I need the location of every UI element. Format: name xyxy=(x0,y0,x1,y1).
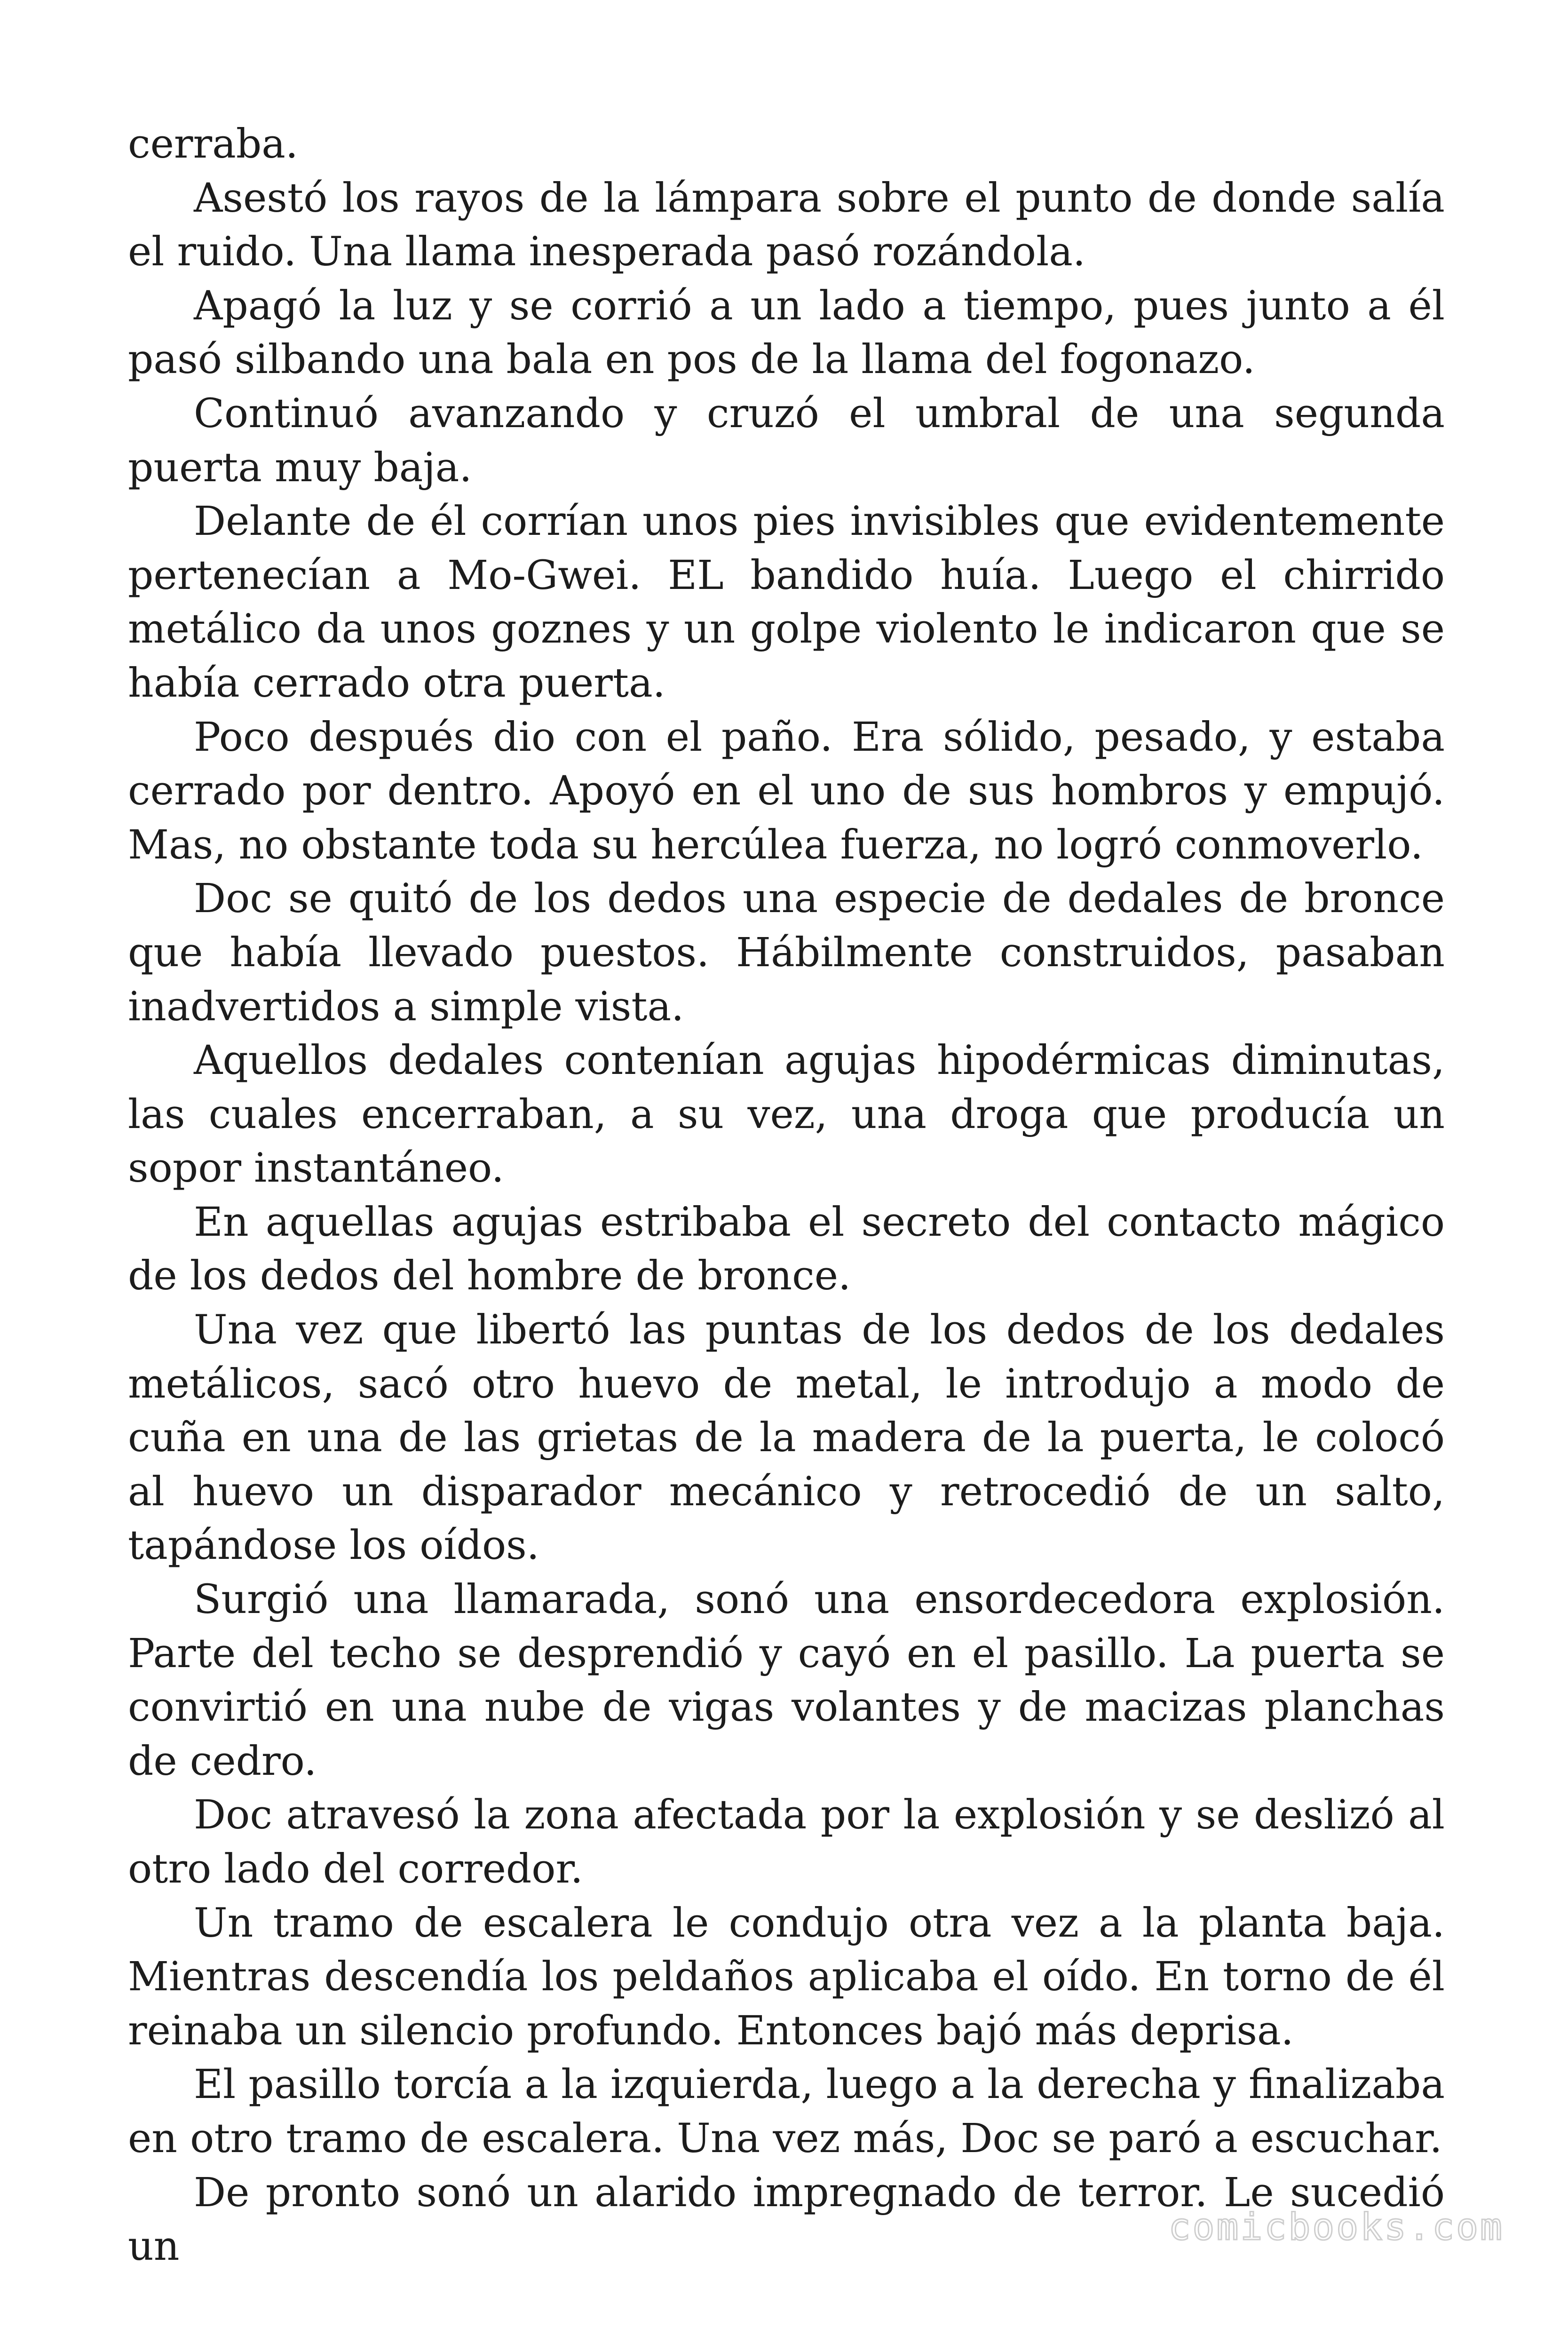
paragraph: Doc atravesó la zona afectada por la explosión y se deslizó al otro lado del corredor. xyxy=(128,1792,1445,1892)
paragraph: Continuó avanzando y cruzó el umbral de una segunda puerta muy baja. xyxy=(128,390,1445,491)
paragraph: En aquellas agujas estribaba el secreto del contacto mágico de los dedos del hombre de bronce. xyxy=(128,1199,1445,1300)
paragraph: Surgió una llamarada, sonó una ensordecedora explosión. Parte del techo se desprendió y cayó en el pasillo. La puerta se convirtió en una nube de vigas volantes y de macizas planchas de cedro. xyxy=(128,1576,1445,1785)
paragraph: Delante de él corrían unos pies invisibles que evidentemente pertenecían a Mo-Gwei. EL bandido huía. Luego el chirrido metálico da unos goznes y un golpe violento le indicaron que se había cerrado otra puerta. xyxy=(128,498,1445,707)
paragraph: De pronto sonó un alarido impregnado de terror. Le sucedió un xyxy=(128,2169,1445,2270)
paragraph: Apagó la luz y se corrió a un lado a tiempo, pues junto a él pasó silbando una bala en pos de la llama del fogonazo. xyxy=(128,282,1445,383)
paragraph: Un tramo de escalera le condujo otra vez a la planta baja. Mientras descendía los peldaños aplicaba el oído. En torno de él reinaba un silencio profundo. Entonces bajó más deprisa. xyxy=(128,1899,1445,2054)
paragraph: El pasillo torcía a la izquierda, luego a la derecha y finalizaba en otro tramo de escalera. Una vez más, Doc se paró a escuchar. xyxy=(128,2061,1445,2162)
watermark-text: comicbooks.com xyxy=(1168,2206,1504,2249)
paragraph: Aquellos dedales contenían agujas hipodérmicas diminutas, las cuales encerraban, a su vez, una droga que producía un sopor instantáneo. xyxy=(128,1037,1445,1192)
paragraph: Asestó los rayos de la lámpara sobre el punto de donde salía el ruido. Una llama inesperada pasó rozándola. xyxy=(128,175,1445,276)
page-body-text xyxy=(128,118,1445,2274)
paragraph: Doc se quitó de los dedos una especie de dedales de bronce que había llevado puestos. Hábilmente construidos, pasaban inadvertidos a simple vista. xyxy=(128,875,1445,1030)
paragraph: Una vez que libertó las puntas de los dedos de los dedales metálicos, sacó otro huevo de metal, le introdujo a modo de cuña en una de las grietas de la madera de la puerta, le colocó al huevo un disparador mecánico y retrocedió de un salto, tapándose los oídos. xyxy=(128,1307,1445,1569)
paragraph: Poco después dio con el paño. Era sólido, pesado, y estaba cerrado por dentro. Apoyó en el uno de sus hombros y empujó. Mas, no obstante toda su hercúlea fuerza, no logró conmoverlo. xyxy=(128,714,1445,868)
paragraph: cerraba. xyxy=(128,121,298,167)
